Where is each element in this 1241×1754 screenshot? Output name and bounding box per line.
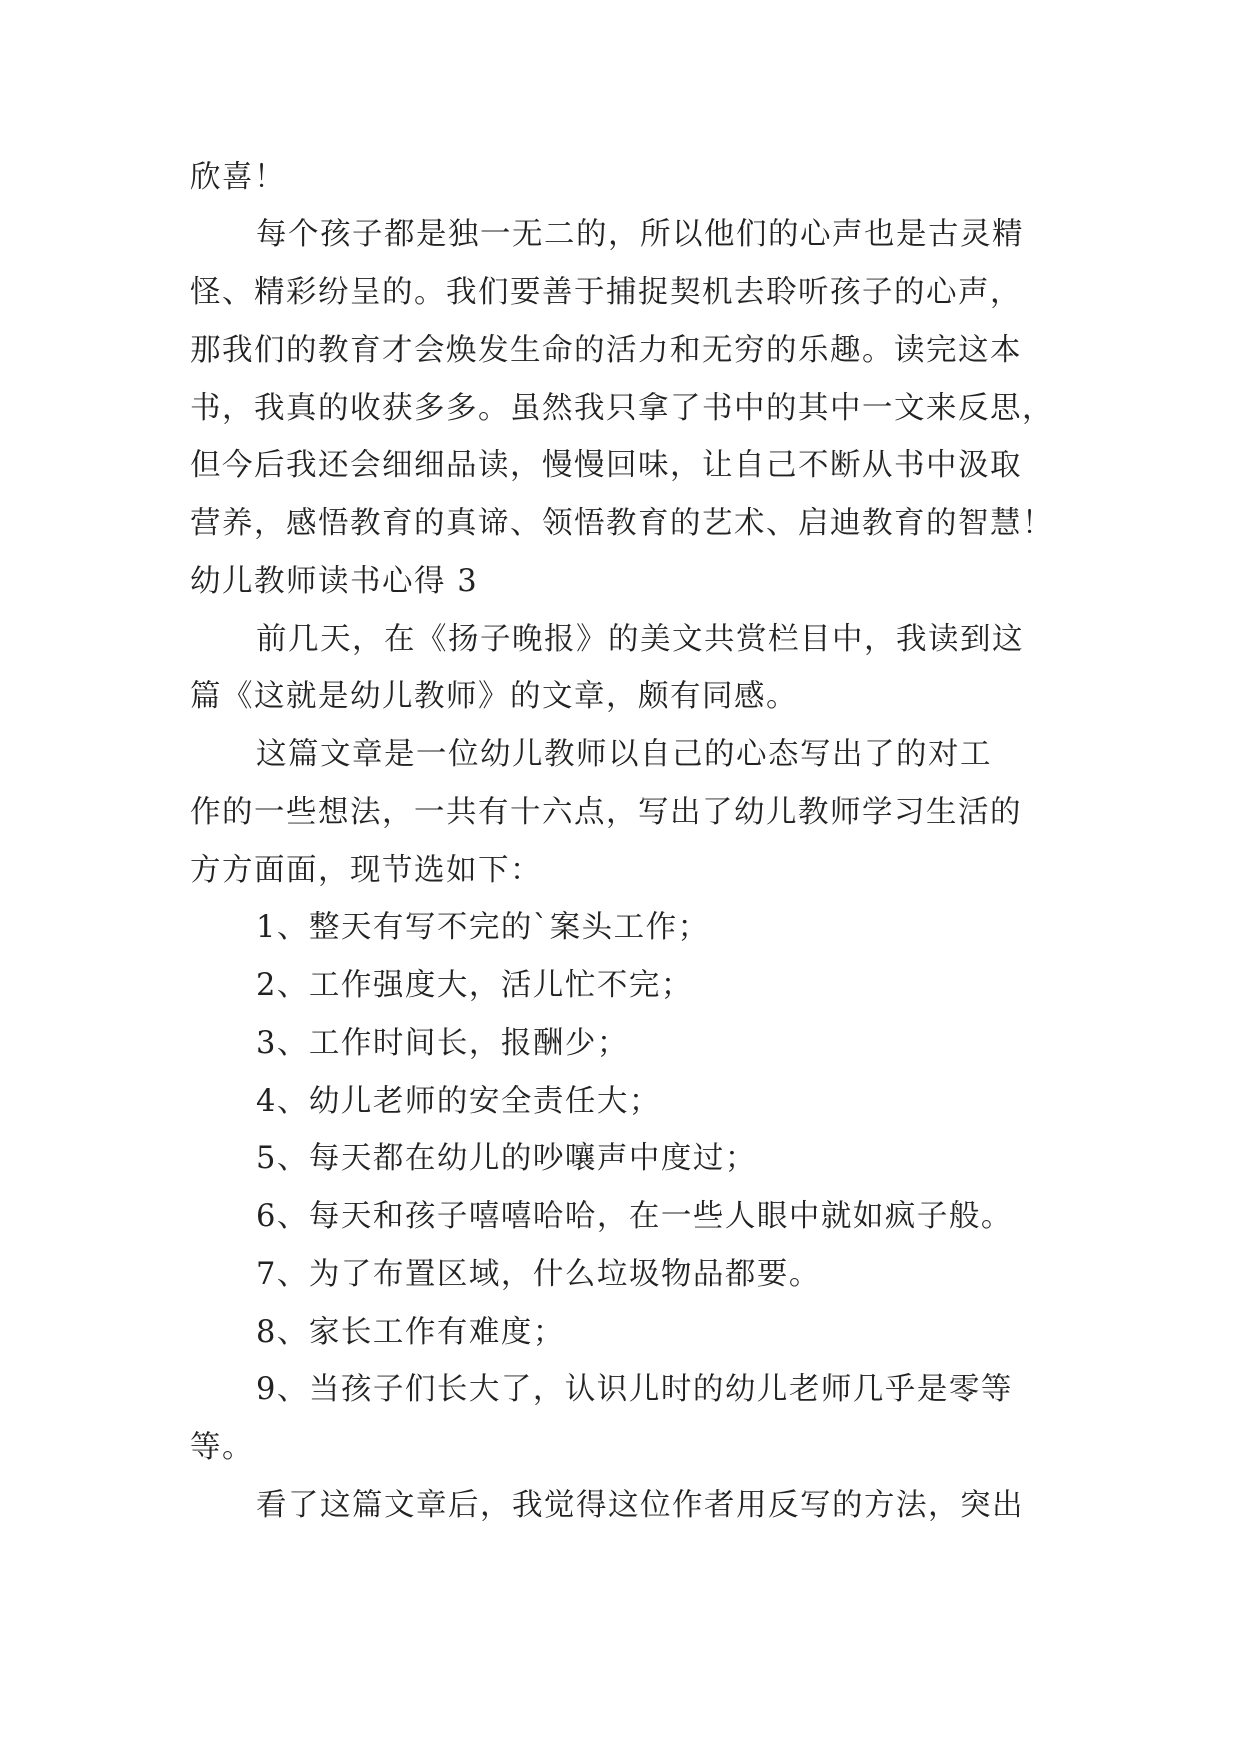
list-item: 5、每天都在幼儿的吵嚷声中度过； xyxy=(256,1141,757,1176)
text-line: 方方面面，现节选如下： xyxy=(190,853,542,888)
section-heading: 幼儿教师读书心得 3 xyxy=(190,564,479,599)
text-line: 篇《这就是幼儿教师》的文章，颇有同感。 xyxy=(190,679,798,714)
list-item: 2、工作强度大，活儿忙不完； xyxy=(256,968,693,1003)
paragraph-start: 每个孩子都是独一无二的，所以他们的心声也是古灵精 xyxy=(256,217,1024,252)
list-item: 3、工作时间长，报酬少； xyxy=(256,1026,629,1061)
text-line: 营养，感悟教育的真谛、领悟教育的艺术、启迪教育的智慧！ xyxy=(190,506,1054,541)
text-line: 欣喜！ xyxy=(190,160,286,195)
list-item: 7、为了布置区域，什么垃圾物品都要。 xyxy=(256,1257,821,1292)
paragraph-start: 这篇文章是一位幼儿教师以自己的心态写出了的对工 xyxy=(256,737,992,772)
text-line: 作的一些想法，一共有十六点，写出了幼儿教师学习生活的 xyxy=(190,795,1022,830)
list-item: 6、每天和孩子嘻嘻哈哈，在一些人眼中就如疯子般。 xyxy=(256,1199,1013,1234)
list-item: 8、家长工作有难度； xyxy=(256,1315,565,1350)
list-item: 4、幼儿老师的安全责任大； xyxy=(256,1084,661,1119)
list-item: 1、整天有写不完的`案头工作； xyxy=(256,910,710,945)
list-item: 9、当孩子们长大了，认识儿时的幼儿老师几乎是零等 xyxy=(256,1372,1013,1407)
text-line: 但今后我还会细细品读，慢慢回味，让自己不断从书中汲取 xyxy=(190,448,1022,483)
text-line: 怪、精彩纷呈的。我们要善于捕捉契机去聆听孩子的心声， xyxy=(190,275,1022,310)
text-line: 书，我真的收获多多。虽然我只拿了书中的其中一文来反思， xyxy=(190,391,1054,426)
paragraph-start: 看了这篇文章后，我觉得这位作者用反写的方法，突出 xyxy=(256,1488,1024,1523)
text-line: 那我们的教育才会焕发生命的活力和无穷的乐趣。读完这本 xyxy=(190,333,1022,368)
text-line: 等。 xyxy=(190,1430,254,1465)
paragraph-start: 前几天，在《扬子晚报》的美文共赏栏目中，我读到这 xyxy=(256,622,1024,657)
